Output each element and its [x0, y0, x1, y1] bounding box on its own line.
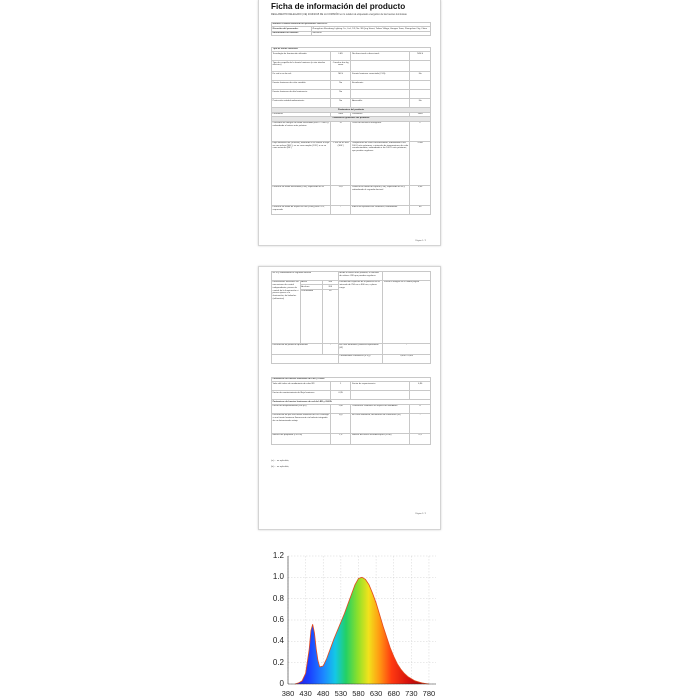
cell: 1 350 en Es fera (360°)	[330, 141, 351, 185]
spectral-power-area	[295, 577, 429, 684]
cell: Coordenadas cromáticas (x e y)	[338, 354, 383, 363]
cell: 12,0	[330, 185, 351, 205]
document-page-1	[258, 0, 441, 246]
document-page-3	[258, 532, 441, 700]
cell: 80	[410, 205, 431, 214]
cell: Fuente luminosa conectada (CLS):	[351, 72, 410, 81]
cell: En caso afirmativo, declaración de sustitución (W)	[351, 413, 410, 433]
cell: 6	[410, 404, 431, 413]
page-title: Ficha de información del producto	[271, 2, 406, 11]
cell: Declaración de potencia equivalente	[272, 343, 323, 354]
cell: 0,5	[410, 433, 431, 444]
cell	[410, 90, 431, 99]
cell: Protección antideslumbramiento:	[272, 99, 331, 108]
cell: Métrica del parpadeo (Pst LM)	[272, 433, 331, 444]
table-row	[272, 433, 431, 444]
cell: Véase la imagen en la última página	[383, 281, 431, 344]
header-cell: Parámetro	[351, 112, 410, 116]
cell: 200	[322, 285, 338, 289]
table-row	[272, 81, 431, 90]
y-tick-label: 0.4	[272, 636, 284, 646]
cell: No	[330, 90, 351, 99]
cell: Declaración de que una fuente luminosa de LED sustituye a una fuente luminosa fluorescente sin balasto integrado de un determinado vatiaje	[272, 413, 331, 433]
cell: 45	[322, 289, 338, 343]
cell: Altura	[300, 281, 322, 285]
table-row	[272, 382, 431, 391]
cell: Coherencia cromática en elipses de MacAdam	[351, 404, 410, 413]
cell: Potencia en modo de espera en red (Pnet) para CLS, expresada	[272, 205, 331, 214]
table-row	[272, 272, 431, 281]
cell: No	[410, 72, 431, 81]
cell	[410, 61, 431, 72]
cell: En caso afirmativo, potencia equivalente (W)	[338, 343, 383, 354]
cell: Fuente luminosa de color variable:	[272, 81, 331, 90]
table-row	[272, 413, 431, 433]
page-number: Página 1 / 2	[415, 240, 426, 242]
table-row	[272, 52, 431, 61]
cell	[272, 354, 339, 363]
led-parameters-table	[271, 377, 431, 445]
section-general-parameters: Parámetros generales del producto	[272, 117, 431, 121]
cell: Valor del índice de rendimiento de color R9	[272, 382, 331, 391]
x-tick-label: 430	[299, 689, 312, 698]
y-tick-label: 1.2	[272, 551, 284, 560]
cell	[351, 61, 410, 72]
cell: No	[330, 81, 351, 90]
cell: Métrica del efecto estroboscópico (SVM)	[351, 433, 410, 444]
table-row	[272, 121, 431, 141]
address-label: Dirección del proveedor:	[272, 27, 312, 31]
supplier-table	[271, 22, 431, 36]
cell: 0,440 / 0,403	[383, 354, 431, 363]
cell: LED	[330, 52, 351, 61]
x-tick-label: 580	[352, 689, 365, 698]
model-label: Identificador del modelo:	[272, 31, 312, 35]
cell: Consumo de energía en modo encendido (kWh / 1 000 h), redondeado al entero más próximo	[272, 121, 331, 141]
regulation-subtitle: REGLAMENTO DELEGADO (UE) 2019/2015 DE LA COMISIÓN en lo relativo al etiquetado energético de las fuentes luminosas	[271, 13, 407, 16]
cell	[351, 391, 410, 400]
cell: Tipo de casquillo de la fuente luminosa (u otra interfaz eléctrica)	[272, 61, 331, 72]
table-row	[272, 72, 431, 81]
cell: 0,95	[330, 391, 351, 400]
footnote-a: (a) - : no aplicable;	[271, 460, 290, 462]
table-row	[272, 185, 431, 205]
cell: MLS	[330, 72, 351, 81]
table-row	[272, 99, 431, 108]
cell: Distribución espectral de la potencia en el intervalo de 250 nm a 800 nm, a plena carga	[338, 281, 383, 344]
table-row	[272, 205, 431, 214]
cell: NDLS	[410, 52, 431, 61]
section-led-parameters: Parámetros de fuentes luminosas de LED y OLED:	[272, 378, 431, 382]
cell	[410, 81, 431, 90]
cell: -(a)	[330, 413, 351, 433]
header-cell: Valor	[410, 112, 431, 116]
address-value: Zhongshan Shunbang Lighting Co., Ltd., 1/F, No. 38 Qing Street, Taikan Village, Hengan Town, Zhongshan City, China	[311, 27, 430, 31]
light-source-type-table	[271, 47, 431, 215]
table-row	[272, 343, 431, 354]
cell: De red o no de red:	[272, 72, 331, 81]
cell	[410, 391, 431, 400]
document-page-2	[258, 266, 441, 530]
cell: -	[330, 205, 351, 214]
table-row	[272, 61, 431, 72]
cell: 1,00	[330, 404, 351, 413]
y-tick-label: 0.8	[272, 593, 284, 603]
cell: -	[322, 343, 338, 354]
cell: No	[410, 99, 431, 108]
x-tick-label: 780	[422, 689, 436, 698]
cell: No direccional o direccional:	[351, 52, 410, 61]
x-tick-label: 730	[405, 689, 418, 698]
table-row	[272, 281, 431, 285]
cell: -	[410, 413, 431, 433]
dimensions-table	[271, 271, 431, 364]
table-row	[272, 404, 431, 413]
cell: Factor de mantenimiento del flujo luminoso	[272, 391, 331, 400]
cell: Profundidad	[300, 289, 322, 343]
x-tick-label: 530	[334, 689, 348, 698]
x-tick-label: 630	[369, 689, 383, 698]
cell: Temperatura de color correlacionada, redondeada a los 100 K más próximos, o intervalo de temperaturas de color correlacionadas, redondeado a los 100 K más próximos, que pueden regularse	[351, 141, 410, 185]
cell: 1	[330, 382, 351, 391]
header-cell: Parámetro	[272, 112, 331, 116]
cell: Tecnología de iluminación utilizada:	[272, 52, 331, 61]
cell: 0,90	[410, 382, 431, 391]
table-row	[272, 391, 431, 400]
section-light-source-type: Tipo de fuente luminosa	[272, 48, 431, 52]
cell: Envolvente:	[351, 81, 410, 90]
page-number: Página 2 / 2	[415, 513, 426, 515]
cell: Índice de reproducción cromática, redondeado	[351, 205, 410, 214]
cell: Potencia en modo de espera (Psb), expresada en W y redondeada al segundo decimal	[351, 185, 410, 205]
cell: No	[330, 99, 351, 108]
y-tick-label: 1.0	[272, 572, 284, 582]
cell: Potencia en modo encendido (Pon), expresada en W	[272, 185, 331, 205]
model-value: SER0806	[311, 31, 430, 35]
cell: 12	[330, 121, 351, 141]
x-tick-label: 480	[316, 689, 330, 698]
y-tick-label: 0.2	[272, 657, 284, 667]
cell: C	[410, 121, 431, 141]
x-tick-label: 380	[281, 689, 295, 698]
header-cell: Valor	[330, 112, 351, 116]
cell: Clase de eficiencia energética	[351, 121, 410, 141]
cell: Factor de supervivencia	[351, 382, 410, 391]
spectrum-plot	[258, 532, 441, 700]
x-tick-label: 680	[387, 689, 400, 698]
table-row	[272, 141, 431, 185]
cell: desde el entero más próximo, o intervalo de valores CRI que pueden regularse	[338, 272, 383, 281]
y-tick-label: 0	[279, 679, 284, 688]
cell: Atenuable:	[351, 99, 410, 108]
section-product-parameters: Parámetros del producto	[272, 108, 431, 112]
cell: Fuente luminosa de alta luminancia:	[272, 90, 331, 99]
cell: Factor de desplazamiento (cos φ1)	[272, 404, 331, 413]
cell: Dimensiones exteriores sin mecanismo de control independiente, piezas de control de la iluminación ni piezas ajenas a la iluminación, de haberlas (milímetros)	[272, 281, 301, 344]
cell	[351, 90, 410, 99]
cell: Cumulus bus bg wave	[330, 61, 351, 72]
supplier-name-cell: Nombre o marca comercial del proveedor: DELUFOF	[272, 23, 431, 27]
cell: 0,00	[410, 185, 431, 205]
cell: en W y redondeada al segundo decimal	[272, 272, 339, 281]
cell: Anchura	[300, 285, 322, 289]
cell: 1,0	[330, 433, 351, 444]
section-mains-parameters: Parámetros de fuentes luminosas de red de LED y OLED:	[272, 400, 431, 404]
cell: Flujo luminoso útil (Φuseful), indicando si se refiere al flujo en una esfera (360°), en un cono amplio (120°) o en un cono estrecho (90°)	[272, 141, 331, 185]
y-tick-label: 0.6	[272, 615, 284, 624]
footnote-b: (b) - : no aplicable;	[271, 466, 290, 468]
cell: 550	[322, 281, 338, 285]
spectrum-chart	[258, 532, 441, 700]
table-row	[272, 354, 431, 363]
cell: -	[383, 343, 431, 354]
cell	[383, 272, 431, 281]
table-row	[272, 90, 431, 99]
cell: 3 000	[410, 141, 431, 185]
